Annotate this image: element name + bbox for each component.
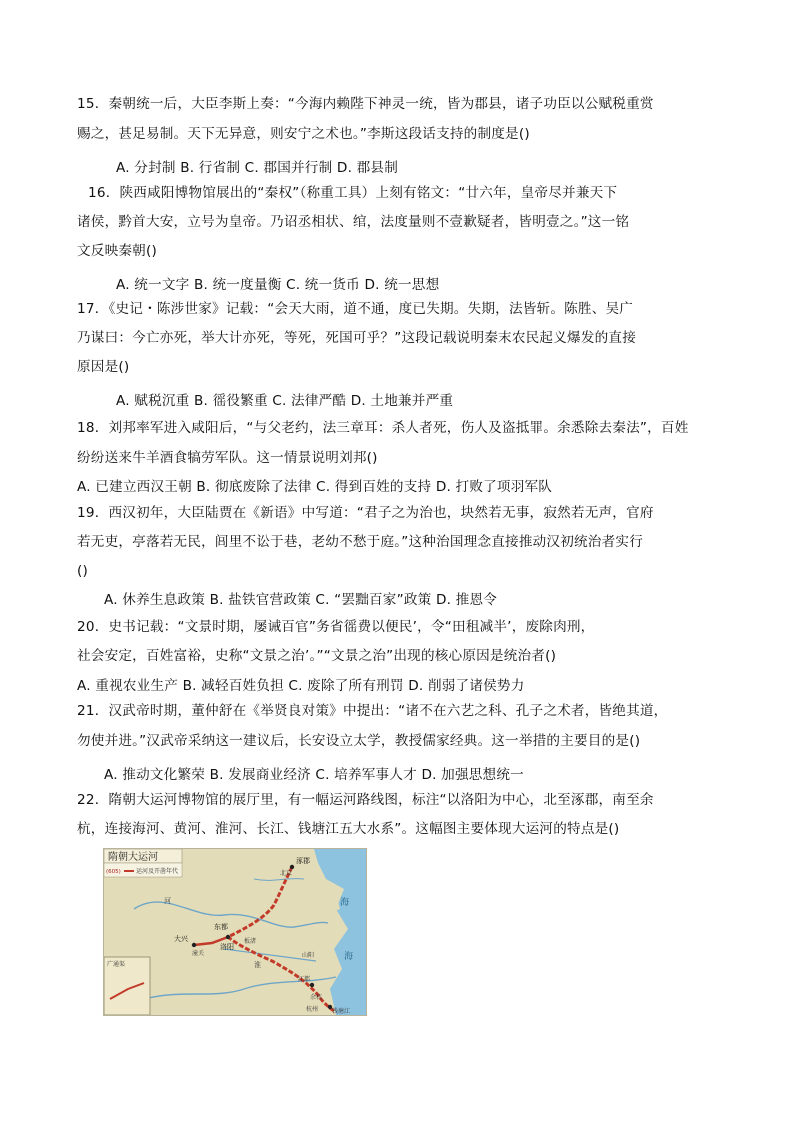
q19-line-2: 若无吏，亭落若无民，闾里不讼于巷，老幼不愁于庭。”这种治国理念直接推动汉初统治者实行 bbox=[77, 534, 643, 550]
q21-options: A. 推动文化繁荣 B. 发展商业经济 C. 培养军事人才 D. 加强思想统一 bbox=[104, 767, 524, 783]
q22-line-1: 22．隋朝大运河博物馆的展厅里，有一幅运河路线图，标注“以洛阳为中心，北至涿郡，南至余 bbox=[77, 792, 654, 808]
label-banzhu: 板渚 bbox=[244, 938, 257, 945]
city-marker-jiangdu bbox=[310, 983, 314, 987]
label-river-huai: 淮 bbox=[254, 961, 261, 969]
q19-line-3: () bbox=[77, 563, 89, 579]
q21-line-2: 勿使并进。”汉武帝采纳这一建议后，长安设立太学，教授儒家经典。这一举措的主要目的是() bbox=[77, 733, 641, 749]
legend-text: 运河及开凿年代 bbox=[136, 868, 179, 875]
grand-canal-map-svg bbox=[104, 849, 366, 1015]
label-dongdu: 东都 bbox=[214, 923, 228, 931]
label-yuhang: 余杭 bbox=[310, 994, 323, 1001]
q22-line-2: 杭，连接海河、黄河、淮河、长江、钱塘江五大水系”。这幅图主要体现大运河的特点是() bbox=[77, 821, 620, 837]
city-marker-luoyang bbox=[226, 935, 230, 939]
q16-options: A. 统一文字 B. 统一度量衡 C. 统一货币 D. 统一思想 bbox=[116, 277, 440, 293]
q15-line-2: 赐之，甚足易制。天下无异意，则安宁之术也。”李斯这段话支持的制度是() bbox=[77, 126, 530, 142]
q19-options: A. 休养生息政策 B. 盐铁官营政策 C. “罢黜百家”政策 D. 推恩令 bbox=[104, 592, 498, 608]
label-sea-2: 海 bbox=[344, 952, 354, 962]
q16-line-1: 16．陕西咸阳博物馆展出的“秦权”（称重工具）上刻有铭文：“廿六年，皇帝尽并兼天下 bbox=[88, 185, 618, 201]
label-luoyang: 洛阳 bbox=[220, 943, 234, 951]
q16-line-3: 文反映秦朝() bbox=[77, 243, 157, 259]
q17-line-3: 原因是() bbox=[77, 359, 130, 375]
label-zhuojun: 涿郡 bbox=[296, 857, 310, 865]
q20-line-2: 社会安定，百姓富裕，史称“文景之治’。”“文景之治”出现的核心原因是统治者() bbox=[77, 648, 557, 664]
label-beijing: 北京 bbox=[280, 870, 293, 877]
q15-line-1: 15．秦朝统一后，大臣李斯上奏：“今海内赖陛下神灵一统，皆为郡县，诸子功臣以公赋税重赏 bbox=[77, 96, 654, 112]
q15-options: A. 分封制 B. 行省制 C. 郡国并行制 D. 郡县制 bbox=[116, 160, 398, 176]
q16-line-2: 诸侯，黔首大安，立号为皇帝。乃诏丞相状、绾，法度量则不壹歉疑者，皆明壹之。”这一铭 bbox=[77, 214, 630, 230]
grand-canal-map bbox=[103, 848, 367, 1016]
label-hangzhou: 杭州 bbox=[306, 1006, 319, 1013]
map-title: 隋朝大运河 bbox=[108, 852, 158, 863]
label-river-he: 河 bbox=[164, 897, 171, 905]
q20-options: A. 重视农业生产 B. 减轻百姓负担 C. 废除了所有刑罚 D. 削弱了诸侯势力 bbox=[77, 678, 525, 694]
q17-line-1: 17．《史记・陈涉世家》记载：“会天大雨，道不通，度已失期。失期，法皆斩。陈胜、吴广 bbox=[77, 301, 634, 317]
label-shanyang: 山阳 bbox=[302, 952, 315, 959]
label-daxing: 大兴 bbox=[174, 935, 188, 943]
label-sea-1: 海 bbox=[340, 898, 350, 908]
q17-options: A. 赋税沉重 B. 徭役繁重 C. 法律严酷 D. 土地兼并严重 bbox=[116, 393, 454, 409]
label-tongguan: 潼关 bbox=[192, 950, 205, 957]
label-jiangdu: 江都 bbox=[298, 976, 311, 983]
q17-line-2: 乃谋曰：今亡亦死，举大计亦死，等死，死国可乎？”这段记载说明秦末农民起义爆发的直接 bbox=[77, 330, 636, 346]
q21-line-1: 21．汉武帝时期，董仲舒在《举贤良对策》中提出：“诸不在六艺之科、孔子之术者，皆绝其道， bbox=[77, 703, 668, 719]
q18-line-1: 18．刘邦率军进入咸阳后，“与父老约，法三章耳：杀人者死，伤人及盗抵罪。余悉除去秦法”，百姓 bbox=[77, 420, 689, 436]
label-qiantang: 钱塘江 bbox=[332, 1008, 351, 1015]
inset-label: 广通渠 bbox=[107, 961, 126, 968]
q18-line-2: 纷纷送来牛羊酒食犒劳军队。这一情景说明刘邦() bbox=[77, 450, 378, 466]
q20-line-1: 20．史书记载：“文景时期，屡诫百官”务省徭费以便民’，令“田租减半’，废除肉刑， bbox=[77, 619, 595, 635]
city-marker-zhuojun bbox=[290, 865, 294, 869]
city-marker-daxing bbox=[192, 943, 196, 947]
legend-year: (605) bbox=[106, 869, 121, 875]
q19-line-1: 19．西汉初年，大臣陆贾在《新语》中写道：“君子之为治也，块然若无事，寂然若无声，官府 bbox=[77, 505, 654, 521]
q18-options: A. 已建立西汉王朝 B. 彻底废除了法律 C. 得到百姓的支持 D. 打败了项羽军队 bbox=[77, 479, 553, 495]
